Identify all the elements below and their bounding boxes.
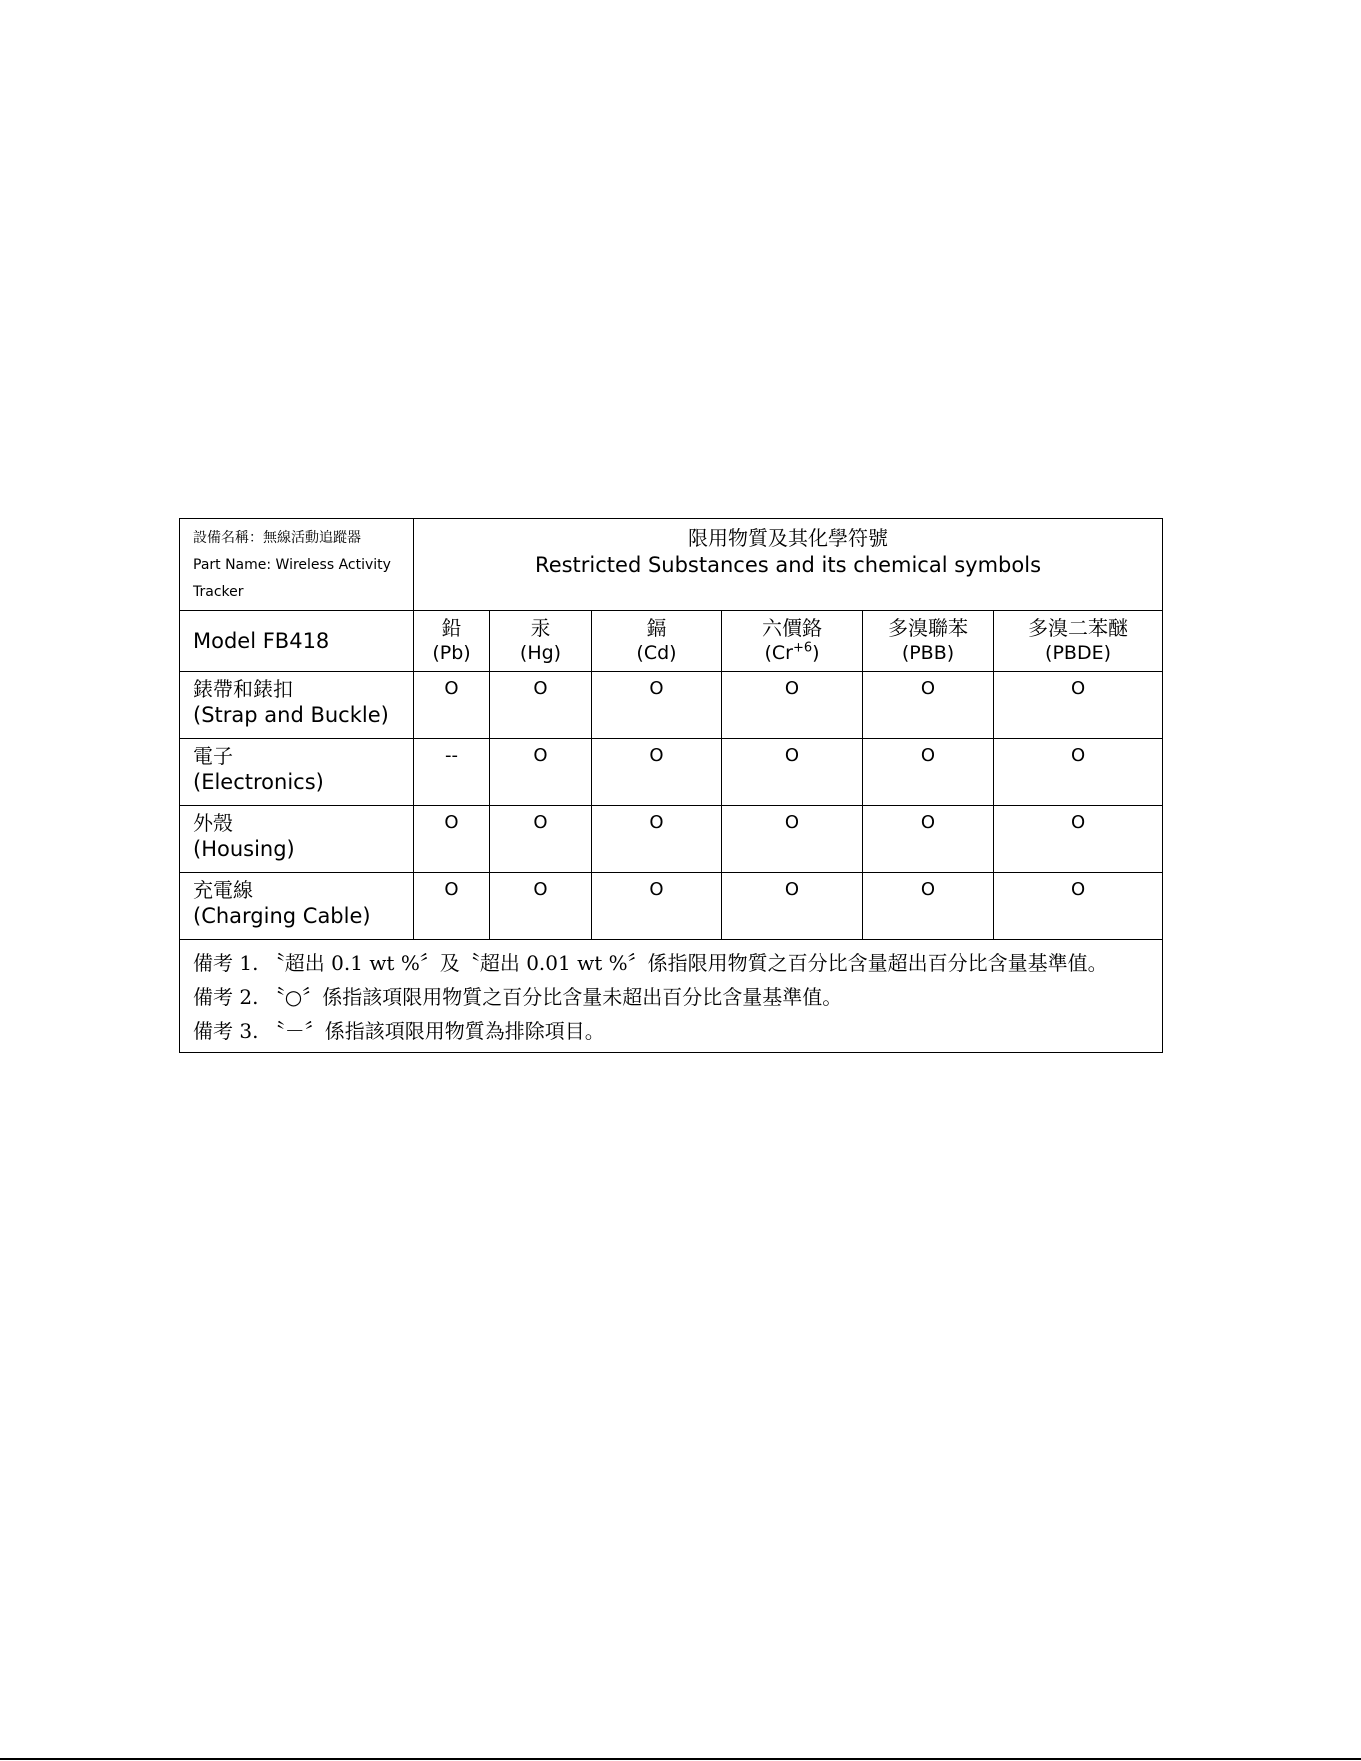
part-name-zh: 設備名稱：無線活動追蹤器	[193, 530, 361, 546]
part-name-cell	[180, 519, 414, 611]
mark-cell: O	[863, 739, 994, 806]
substance-header-cd	[592, 611, 722, 672]
mark-cell: O	[414, 873, 490, 940]
substance-symbol: (PBB)	[901, 642, 955, 664]
substance-name-zh: 鉛	[441, 616, 462, 640]
symbol-superscript: +6	[792, 640, 813, 656]
substance-symbol: (Hg)	[519, 642, 562, 664]
substance-name-zh: 鎘	[646, 616, 667, 640]
substance-symbol: (Cd)	[636, 642, 677, 664]
mark-cell: O	[722, 873, 863, 940]
substance-header-cr6	[722, 611, 863, 672]
row-label-en: (Charging Cable)	[193, 904, 371, 928]
mark-cell: O	[592, 806, 722, 873]
header-row	[180, 611, 1163, 672]
row-label	[180, 806, 414, 873]
row-label-zh: 電子	[193, 744, 233, 768]
substance-name-zh: 多溴聯苯	[888, 616, 968, 640]
notes-cell	[180, 940, 1163, 1053]
row-label-zh: 錶帶和錶扣	[193, 677, 293, 701]
note-3: 備考 3. 〝－〞係指該項限用物質為排除項目。	[193, 1019, 605, 1043]
table-row	[180, 873, 1163, 940]
model-label: Model FB418	[180, 611, 414, 672]
row-label-en: (Electronics)	[193, 770, 324, 794]
mark-cell: O	[722, 806, 863, 873]
table-title-cell	[414, 519, 1163, 611]
mark-cell: O	[994, 873, 1163, 940]
mark-cell: O	[414, 806, 490, 873]
row-label-zh: 外殼	[193, 811, 233, 835]
mark-cell: --	[414, 739, 490, 806]
mark-cell: O	[490, 806, 592, 873]
table-title-en: Restricted Substances and its chemical symbols	[535, 553, 1042, 577]
mark-cell: O	[863, 672, 994, 739]
substance-symbol: (PBDE)	[1045, 642, 1111, 664]
row-label-en: (Strap and Buckle)	[193, 703, 389, 727]
symbol-end: )	[812, 642, 820, 664]
note-2: 備考 2. 〝○〞係指該項限用物質之百分比含量未超出百分比含量基準值。	[193, 985, 843, 1009]
row-label	[180, 672, 414, 739]
mark-cell: O	[490, 672, 592, 739]
mark-cell: O	[863, 806, 994, 873]
substance-name-zh: 多溴二苯醚	[1028, 616, 1129, 640]
table-title-zh: 限用物質及其化學符號	[688, 526, 889, 550]
restricted-substances-table	[179, 518, 1163, 1053]
notes-row	[180, 940, 1163, 1053]
substance-header-pbb	[863, 611, 994, 672]
mark-cell: O	[722, 739, 863, 806]
mark-cell: O	[414, 672, 490, 739]
mark-cell: O	[994, 806, 1163, 873]
substance-name-zh: 汞	[530, 616, 551, 640]
table-row	[180, 672, 1163, 739]
part-name-en-line2: Tracker	[193, 584, 244, 600]
mark-cell: O	[722, 672, 863, 739]
substance-header-pb	[414, 611, 490, 672]
table-row	[180, 739, 1163, 806]
page-bottom-rule	[0, 1758, 1361, 1760]
table-row	[180, 806, 1163, 873]
row-label	[180, 739, 414, 806]
mark-cell: O	[490, 739, 592, 806]
mark-cell: O	[994, 739, 1163, 806]
substance-header-pbde	[994, 611, 1163, 672]
note-1: 備考 1. 〝超出 0.1 wt %〞及〝超出 0.01 wt %〞係指限用物質之百分比含量超出百分比含量基準值。	[193, 951, 1108, 975]
mark-cell: O	[592, 873, 722, 940]
substance-symbol	[722, 641, 862, 666]
mark-cell: O	[592, 739, 722, 806]
row-label-en: (Housing)	[193, 837, 295, 861]
substance-header-hg	[490, 611, 592, 672]
row-label-zh: 充電線	[193, 878, 253, 902]
row-label	[180, 873, 414, 940]
substance-symbol: (Pb)	[432, 642, 471, 664]
mark-cell: O	[592, 672, 722, 739]
mark-cell: O	[490, 873, 592, 940]
title-row	[180, 519, 1163, 611]
mark-cell: O	[994, 672, 1163, 739]
part-name-en-line1: Part Name: Wireless Activity	[193, 557, 391, 573]
substance-name-zh: 六價鉻	[762, 616, 822, 640]
mark-cell: O	[863, 873, 994, 940]
symbol-base: (Cr	[764, 642, 793, 664]
